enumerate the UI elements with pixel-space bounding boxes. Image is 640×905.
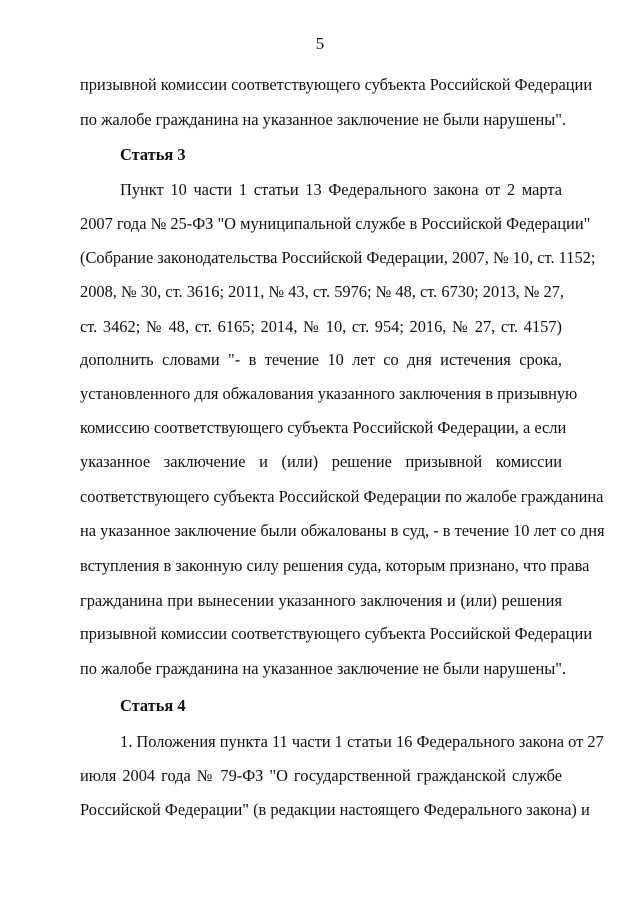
text-line: гражданина при вынесении указанного заключения и (или) решения <box>80 591 562 610</box>
page-number: 5 <box>315 34 325 53</box>
text-line: на указанное заключение были обжалованы в суд, - в течение 10 лет со дня <box>80 521 605 540</box>
article-3-heading: Статья 3 <box>120 145 186 164</box>
text-line: Российской Федерации" (в редакции настоящего Федерального закона) и <box>80 800 590 819</box>
text-line: комиссию соответствующего субъекта Российской Федерации, а если <box>80 418 567 437</box>
text-line: соответствующего субъекта Российской Федерации по жалобе гражданина <box>80 487 604 506</box>
text-line: (Собрание законодательства Российской Федерации, 2007, № 10, ст. 1152; <box>80 248 596 267</box>
text-line: ст. 3462; № 48, ст. 6165; 2014, № 10, ст. 954; 2016, № 27, ст. 4157) <box>80 317 562 336</box>
text-line: Пункт 10 части 1 статьи 13 Федерального закона от 2 марта <box>120 180 562 199</box>
article-4-heading: Статья 4 <box>120 696 186 715</box>
text-line: 2007 года № 25-ФЗ "О муниципальной службе в Российской Федерации" <box>80 214 591 233</box>
text-line: по жалобе гражданина на указанное заключение не были нарушены". <box>80 110 567 129</box>
text-line: по жалобе гражданина на указанное заключение не были нарушены". <box>80 659 567 678</box>
text-line: призывной комиссии соответствующего субъекта Российской Федерации <box>80 75 593 94</box>
text-line: указанное заключение и (или) решение призывной комиссии <box>80 452 562 471</box>
text-line: 2008, № 30, ст. 3616; 2011, № 43, ст. 5976; № 48, ст. 6730; 2013, № 27, <box>80 282 565 301</box>
text-line: июля 2004 года № 79-ФЗ "О государственной гражданской службе <box>80 766 562 785</box>
text-line: призывной комиссии соответствующего субъекта Российской Федерации <box>80 624 593 643</box>
text-line: вступления в законную силу решения суда, которым признано, что права <box>80 556 590 575</box>
text-line: дополнить словами "- в течение 10 лет со дня истечения срока, <box>80 350 562 369</box>
text-line: установленного для обжалования указанного заключения в призывную <box>80 384 578 403</box>
text-line: 1. Положения пункта 11 части 1 статьи 16 Федерального закона от 27 <box>120 732 604 751</box>
